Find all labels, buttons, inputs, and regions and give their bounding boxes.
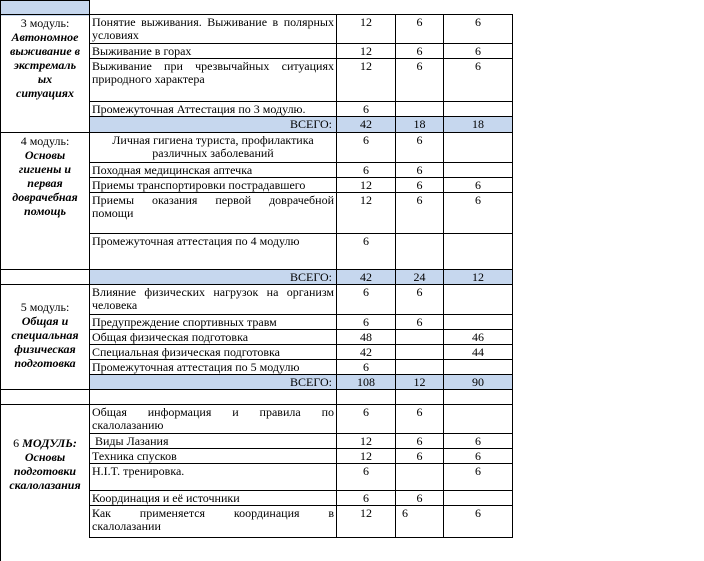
hours-practice: 12 <box>472 270 484 284</box>
module-3-cell: 3 модуль: Автономное выживание в экстремаль ых ситуациях <box>9 16 81 100</box>
total-label: ВСЕГО: <box>290 375 332 389</box>
hours-total: 6 <box>363 315 369 329</box>
hours-practice: 6 <box>475 449 481 463</box>
topic-cell: Специальная физическая подготовка <box>92 345 280 359</box>
hours-practice: 6 <box>475 434 481 448</box>
hours-practice: 18 <box>472 117 484 131</box>
topic-cell: Общая физическая подготовка <box>92 330 249 344</box>
hours-theory: 6 <box>416 405 423 419</box>
hours-total: 42 <box>360 117 372 131</box>
hours-total: 12 <box>360 15 372 29</box>
hours-theory: 12 <box>413 375 426 389</box>
topic-cell: Понятие выживания. Выживание в полярных условиях <box>92 15 334 42</box>
topic-cell: Виды Лазания <box>95 434 169 448</box>
hours-total: 12 <box>360 59 372 73</box>
hours-practice: 6 <box>475 15 481 29</box>
hours-practice: 6 <box>475 464 481 478</box>
hours-theory: 24 <box>413 270 426 284</box>
total-label: ВСЕГО: <box>290 270 332 284</box>
module-6-cell: 6 МОДУЛЬ: Основы подготовки скалолазания <box>9 436 81 492</box>
hours-total: 6 <box>363 234 369 248</box>
topic-cell: Приемы транспортировки пострадавшего <box>92 178 306 192</box>
topic-cell: Походная медицинская аптечка <box>92 163 253 177</box>
hours-total: 6 <box>363 405 369 419</box>
hours-practice: 6 <box>475 178 481 192</box>
topic-cell: Промежуточная аттестация по 5 модулю <box>92 360 300 374</box>
hours-practice: 6 <box>475 44 481 58</box>
topic-cell: Координация и её источники <box>92 491 240 505</box>
hours-theory: 6 <box>416 178 423 192</box>
hours-total: 6 <box>363 285 369 299</box>
hours-practice: 46 <box>472 330 484 344</box>
hours-practice: 6 <box>475 59 481 73</box>
hours-theory: 6 <box>416 449 423 463</box>
hours-theory: 6 <box>416 163 423 177</box>
hours-theory: 6 <box>416 133 423 147</box>
module-4-cell: 4 модуль: Основы гигиены и первая доврачебная помощь <box>12 134 78 218</box>
hours-theory: 6 <box>416 434 423 448</box>
topic-cell: Выживание при чрезвычайных ситуациях природного характера <box>92 59 334 86</box>
hours-theory: 6 <box>416 59 423 73</box>
total-label: ВСЕГО: <box>290 117 332 131</box>
hours-theory: 6 <box>416 44 423 58</box>
topic-cell: Общая информация и правила по скалолазанию <box>92 405 334 432</box>
hours-theory: 6 <box>416 193 423 207</box>
hours-theory: 18 <box>413 117 426 131</box>
hours-practice: 44 <box>472 345 484 359</box>
hours-theory: 6 <box>416 315 423 329</box>
hours-total: 6 <box>363 163 369 177</box>
topic-cell: Влияние физических нагрузок на организм человека <box>92 285 334 312</box>
module-5-cell: 5 модуль: Общая и специальная физическая подготовка <box>11 300 79 370</box>
hours-total: 6 <box>363 360 369 374</box>
hours-theory: 6 <box>416 285 423 299</box>
hours-theory: 6 <box>416 15 423 29</box>
hours-total: 12 <box>360 193 372 207</box>
hours-total: 108 <box>357 375 375 389</box>
hours-total: 12 <box>360 178 372 192</box>
hours-theory: 6 <box>402 506 408 520</box>
hours-total: 42 <box>360 270 372 284</box>
topic-cell: Приемы оказания первой доврачебной помощи <box>92 193 334 220</box>
hours-total: 6 <box>363 133 369 147</box>
topic-cell: Предупреждение спортивных травм <box>92 315 277 329</box>
hours-total: 12 <box>360 449 372 463</box>
topic-cell: Личная гигиена туриста, профилактика различных заболеваний <box>112 133 314 160</box>
hours-total: 12 <box>360 434 372 448</box>
hours-total: 6 <box>363 464 369 478</box>
hours-practice: 6 <box>475 193 481 207</box>
topic-cell: Техника спусков <box>92 449 177 463</box>
hours-total: 12 <box>360 506 372 520</box>
hours-total: 12 <box>360 44 372 58</box>
hours-total: 48 <box>360 330 372 344</box>
topic-cell: Промежуточная Аттестация по 3 модулю. <box>92 102 306 116</box>
hours-theory: 6 <box>416 491 423 505</box>
hours-practice: 90 <box>472 375 484 389</box>
hours-total: 6 <box>363 102 369 116</box>
hours-total: 6 <box>363 491 369 505</box>
topic-cell: Выживание в горах <box>92 44 192 58</box>
hours-practice: 6 <box>475 506 481 520</box>
topic-cell: H.I.T. тренировка. <box>92 464 185 478</box>
topic-cell: Промежуточная аттестация по 4 модулю <box>92 234 300 248</box>
hours-total: 42 <box>360 345 372 359</box>
topic-cell: Как применяется координация в скалолазании <box>92 506 334 533</box>
